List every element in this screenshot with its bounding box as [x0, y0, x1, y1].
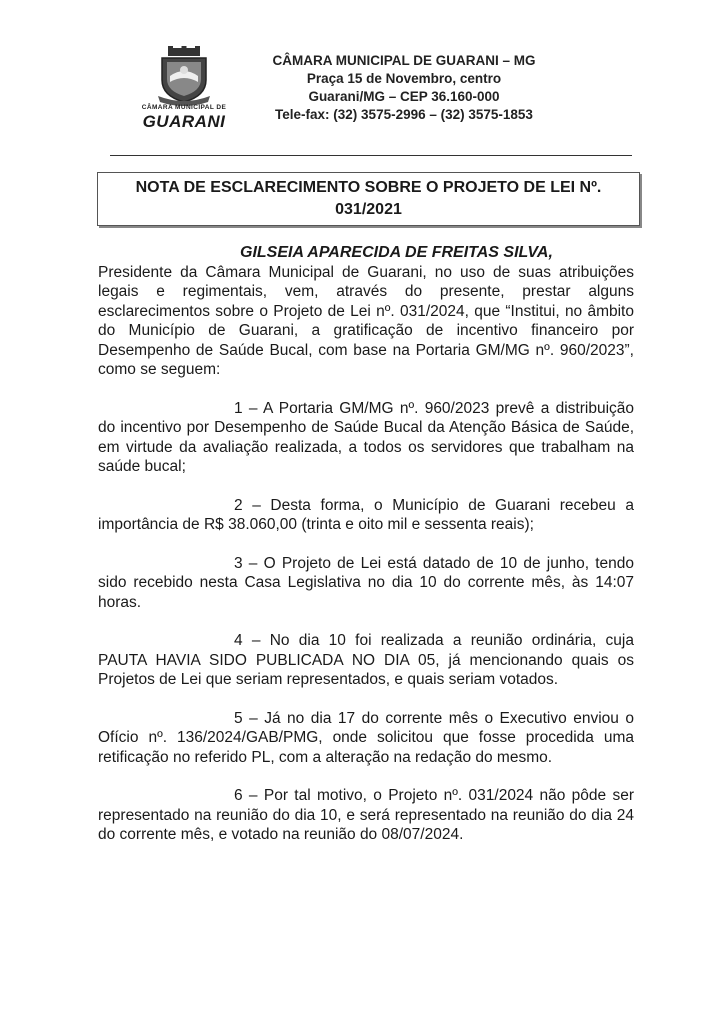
item-text-1: 1 – A Portaria GM/MG nº. 960/2023 prevê a distribuição do incentivo por Desempenho de Saúde Bucal da Atenção Básica de Saúde, em virtude da avaliação realizada, a todos os servidores que trabalham na saúde bucal;: [98, 399, 634, 475]
item-text-5: 5 – Já no dia 17 do corrente mês o Executivo enviou o Ofício nº. 136/2024/GAB/PMG, onde solicitou que fosse procedida uma retificação no referido PL, com a alteração na redação do mesmo.: [98, 709, 634, 766]
item-paragraph-2: [98, 496, 634, 535]
document-body: [98, 243, 634, 845]
document-title: [97, 172, 640, 226]
logo-caption: CÂMARA MUNICIPAL DE: [141, 104, 227, 111]
logo-city-name: GUARANI: [142, 112, 226, 131]
chamber-logo: [138, 46, 230, 136]
signer-name: GILSEIA APARECIDA DE FREITAS SILVA,: [240, 244, 553, 261]
phone-fax: Tele-fax: (32) 3575-2996 – (32) 3575-1853: [275, 107, 533, 122]
address-street: Praça 15 de Novembro, centro: [306, 71, 502, 86]
item-text-2: 2 – Desta forma, o Município de Guarani recebeu a importância de R$ 38.060,00 (trinta e oito mil e sessenta reais);: [98, 496, 634, 533]
coat-of-arms-icon: [138, 46, 230, 106]
item-paragraph-1: [98, 399, 634, 477]
letterhead-text: [244, 52, 564, 124]
title-line-1: NOTA DE ESCLARECIMENTO SOBRE O PROJETO DE LEI Nº.: [135, 179, 602, 196]
title-line-2: 031/2021: [335, 201, 402, 218]
institution-name: CÂMARA MUNICIPAL DE GUARANI – MG: [272, 53, 536, 68]
intro-paragraph: Presidente da Câmara Municipal de Guarani, no uso de suas atribuições legais e regimentais, vem, através do presente, prestar alguns esclarecimentos sobre o Projeto de Lei nº. 031/2024, que “Institui, no âmbito do Município de Guarani, a gratificação de incentivo financeiro por Desempenho de Saúde Bucal, com base na Portaria GM/MG nº. 960/2023”, como se seguem:: [98, 263, 634, 378]
item-paragraph-6: [98, 786, 634, 845]
header-divider: [110, 155, 632, 156]
item-text-6: 6 – Por tal motivo, o Projeto nº. 031/2024 não pôde ser representado na reunião do dia 10, e será representado na reunião do dia 24 do corrente mês, e votado na reunião do 08/07/2024.: [98, 787, 634, 843]
item-paragraph-3: [98, 554, 634, 613]
item-text-3: 3 – O Projeto de Lei está datado de 10 de junho, tendo sido recebido nesta Casa Legislativa no dia 10 do corrente mês, às 14:07 horas.: [98, 554, 634, 611]
item-paragraph-5: [98, 709, 634, 768]
item-paragraph-4: [98, 631, 634, 690]
item-text-4: 4 – No dia 10 foi realizada a reunião ordinária, cuja PAUTA HAVIA SIDO PUBLICADA NO DIA 05, já mencionando quais os Projetos de Lei que seriam representados, e quais seriam votados.: [98, 632, 634, 688]
address-city: Guarani/MG – CEP 36.160-000: [308, 89, 500, 104]
